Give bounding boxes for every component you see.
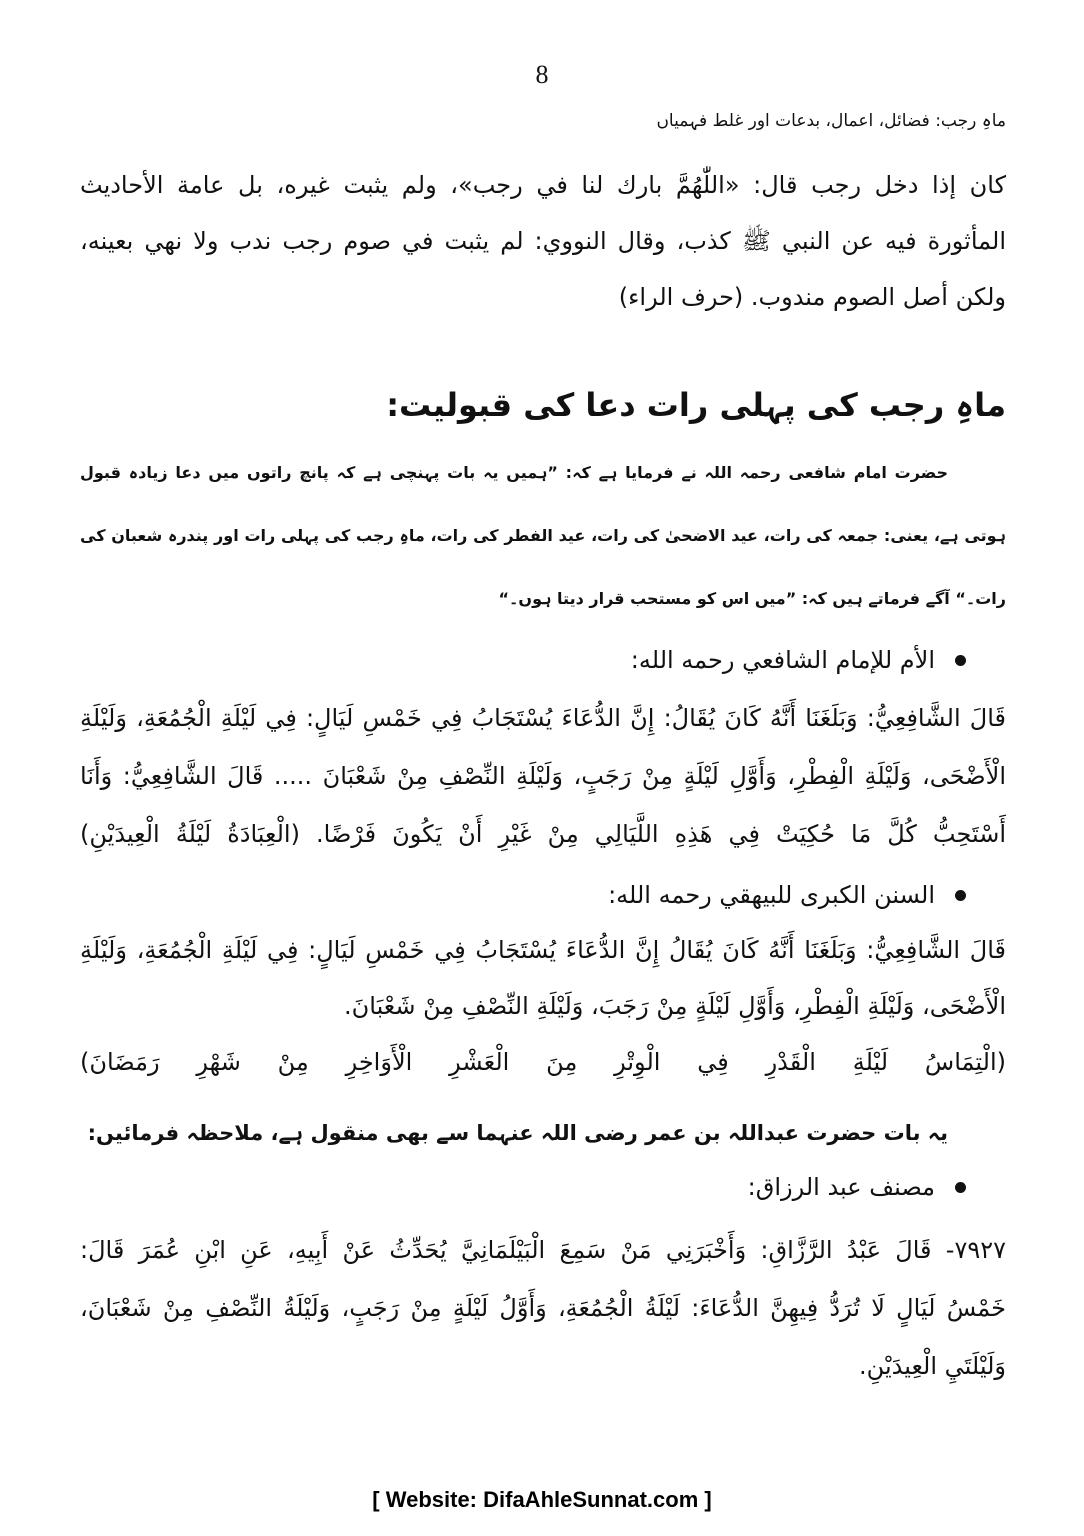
quote-line: خَمْسُ لَيَالٍ لَا تُرَدُّ فِيهِنَّ الدُّعَاءَ: لَيْلَةُ الْجُمُعَةِ، وَأَوَّلُ لَيْلَةٍ مِنْ رَجَبٍ، وَلَيْلَةُ النِّصْفِ مِنْ شَعْبَانَ،	[80, 1294, 1006, 1322]
source-bullet	[80, 631, 1006, 689]
source-quote	[80, 689, 1006, 863]
bullet-icon	[955, 1182, 966, 1193]
quote-line: قَالَ الشَّافِعِيُّ: وَبَلَغَنَا أَنَّهُ كَانَ يُقَالُ: إِنَّ الدُّعَاءَ يُسْتَجَابُ فِي خَمْسِ لَيَالٍ: فِي لَيْلَةِ الْجُمُعَةِ، وَلَيْلَةِ	[80, 704, 1006, 732]
source-title: السنن الكبرى للبيهقي رحمه الله:	[608, 881, 935, 909]
urdu-line: حضرت امام شافعی رحمہ اللہ نے فرمایا ہے کہ: ”ہمیں یہ بات پہنچی ہے کہ پانچ راتوں میں دعا زیادہ قبول	[80, 463, 948, 482]
section-heading-text: ماہِ رجب کی پہلی رات دعا کی قبولیت:	[386, 386, 1006, 424]
urdu-note	[80, 1105, 1006, 1161]
quote-line: وَلَيْلَتَيِ الْعِيدَيْنِ.	[859, 1352, 1006, 1380]
urdu-line: ہوتی ہے، یعنی: جمعہ کی رات، عید الاضحیٰ کی رات، عید الفطر کی رات، ماہِ رجب کی پہلی رات اور پندرہ شعبان کی	[80, 526, 1006, 545]
bullet-icon	[955, 890, 966, 901]
running-header: ماہِ رجب: فضائل، اعمال، بدعات اور غلط فہمیاں	[656, 111, 1006, 131]
urdu-line: رات۔“ آگے فرماتے ہیں کہ: ”میں اس کو مستحب قرار دیتا ہوں۔“	[498, 589, 1006, 608]
quote-citation: (الْتِمَاسُ لَيْلَةِ الْقَدْرِ فِي الْوِتْرِ مِنَ الْعَشْرِ الْأَوَاخِرِ مِنْ شَهْرِ رَمَضَانَ)	[80, 1048, 1006, 1076]
intro-line: المأثورة فيه عن النبي ﷺ كذب، وقال النووي: لم يثبت في صوم رجب ندب ولا نهي بعينه،	[80, 227, 1006, 255]
source-bullet	[80, 1159, 1006, 1215]
website-footer: [ Website: DifaAhleSunnat.com ]	[372, 1487, 712, 1512]
quote-line: أَسْتَحِبُّ كُلَّ مَا حُكِيَتْ فِي هَذِهِ اللَّيَالِي مِنْ غَيْرِ أَنْ يَكُونَ فَرْضًا. (الْعِبَادَةُ لَيْلَةُ الْعِيدَيْنِ)	[80, 820, 1006, 848]
urdu-note-text: یہ بات حضرت عبداللہ بن عمر رضی اللہ عنہما سے بھی منقول ہے، ملاحظہ فرمائیں:	[87, 1121, 948, 1145]
quote-line: الْأَضْحَى، وَلَيْلَةِ الْفِطْرِ، وَأَوَّلِ لَيْلَةٍ مِنْ رَجَبٍ، وَلَيْلَةِ النِّصْفِ مِنْ شَعْبَانَ ..... قَالَ الشَّافِعِيُّ: وَأَنَا	[80, 762, 1006, 790]
section-heading	[80, 375, 1006, 435]
source-title: الأم للإمام الشافعي رحمه الله:	[630, 646, 935, 674]
page-number: 8	[535, 60, 549, 89]
bullet-icon	[955, 655, 966, 666]
source-title: مصنف عبد الرزاق:	[747, 1173, 935, 1201]
source-quote	[80, 922, 1006, 1090]
quote-line: قَالَ الشَّافِعِيُّ: وَبَلَغَنَا أَنَّهُ كَانَ يُقَالُ إِنَّ الدُّعَاءَ يُسْتَجَابُ فِي خَمْسِ لَيَالٍ: فِي لَيْلَةِ الْجُمُعَةِ، وَلَيْلَةِ	[80, 936, 1006, 964]
urdu-paragraph	[80, 441, 1006, 630]
quote-line: ٧٩٢٧- قَالَ عَبْدُ الرَّزَّاقِ: وَأَخْبَرَنِي مَنْ سَمِعَ الْبَيْلَمَانِيَّ يُحَدِّثُ عَنْ أَبِيهِ، عَنِ ابْنِ عُمَرَ قَالَ:	[80, 1236, 1006, 1264]
intro-line: ولكن أصل الصوم مندوب. (حرف الراء)	[618, 283, 1006, 311]
intro-line: كان إذا دخل رجب قال: «اللّٰهُمَّ بارك لنا في رجب»، ولم يثبت غيره، بل عامة الأحاديث	[80, 171, 1006, 199]
intro-paragraph	[80, 157, 1006, 325]
source-bullet	[80, 866, 1006, 924]
source-quote	[80, 1221, 1006, 1395]
quote-line: الْأَضْحَى، وَلَيْلَةِ الْفِطْرِ، وَأَوَّلِ لَيْلَةٍ مِنْ رَجَبَ، وَلَيْلَةِ النِّصْفِ مِنْ شَعْبَانَ.	[344, 992, 1006, 1020]
